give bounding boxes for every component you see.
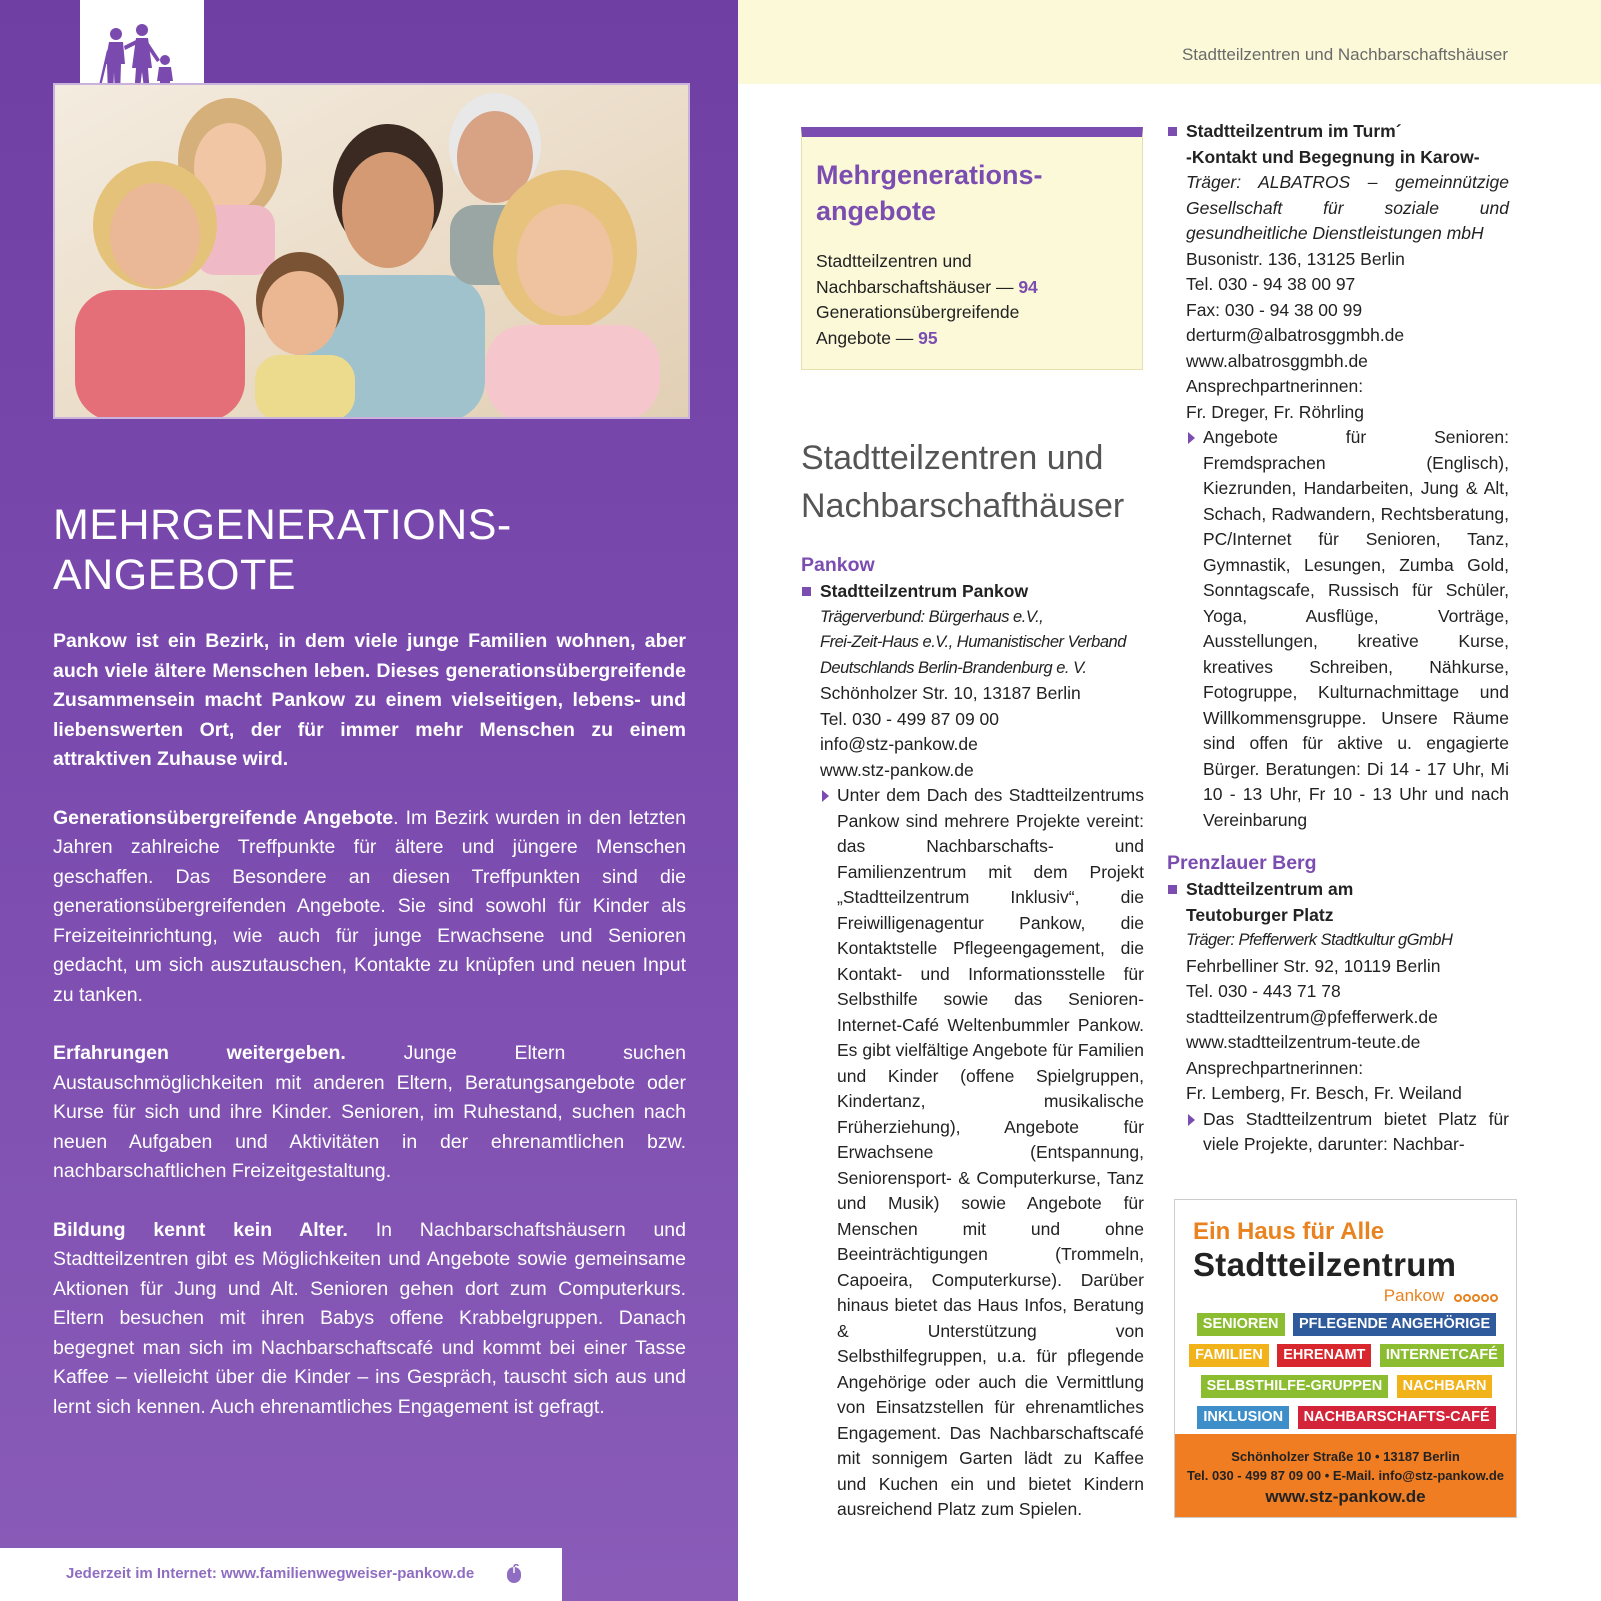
entry-description-text: Unter dem Dach des Stadtteilzentrums Pankow sind mehrere Projekte vereint: das Nachbarschafts- und Familienzentrum mit dem Projekt „Stadtteilzentrum Inklusiv“, die Freiwilligenagentur Pankow, die Kontaktstelle Pflegeengagement, die Kontakt- und Informationsstelle für Selbsthilfe sowie das Senioren-Internet-Café Weltenbummler Pankow. Es gibt vielfältige Angebote für Familien und Kinder (offene Spielgruppen, Kindertanz, musikalische Früherziehung), Angebote für Erwachsene (Entspannung, Seniorensport- & Computerkurse, Tanz und Musik) sowie Angebote für Menschen mit und ohne Beeinträchtigungen (Trommeln, Capoeira, Computerkurse). Darüber hinaus bietet das Haus Infos, Beratung & Unterstützung von Selbsthilfegruppen, u.a. für pflegende Angehörige oder auch die Vermittlung von Einsatzstellen für ehrenamtliches Engagement. Das Nachbarschaftscafé mit sonnigem Garten lädt zu Kaffee und Kuchen ein und bietet Kindern ausreichend Platz zum Spielen. <box>837 785 1144 1519</box>
page-title <box>53 500 693 600</box>
ad-tag: INTERNETCAFÉ <box>1380 1344 1504 1367</box>
paragraph-experience <box>53 1039 686 1187</box>
toc-item-1-line-1: Stadtteilzentren und <box>816 251 972 271</box>
arrow-bullet-icon <box>822 790 829 802</box>
left-page <box>0 0 738 1601</box>
entry-traeger: Träger: ALBATROS – gemeinnützige Gesellschaft für soziale und gesundheitliche Dienstleistungen mbH <box>1186 172 1509 243</box>
ad-footer <box>1175 1434 1516 1517</box>
entry-name-line-1: Stadtteilzentrum am <box>1186 879 1354 899</box>
paragraph-generations <box>53 804 686 1011</box>
footer-website-link[interactable]: Jederzeit im Internet: www.familienwegweiser-pankow.de <box>66 1565 475 1582</box>
ad-tag: NACHBARN <box>1397 1375 1493 1398</box>
arrow-bullet-icon <box>1188 432 1195 444</box>
entry-website[interactable]: www.albatrosggmbh.de <box>1186 350 1368 371</box>
ad-tag: SENIOREN <box>1197 1313 1285 1336</box>
paragraph-body: In Nachbarschaftshäusern und Stadtteilzentren gibt es Möglichkeiten und Angebote sowie gemeinsame Aktionen für Jung und Alt. Senioren gehen dort zum Computerkurs. Eltern besuchen mit ihren Babys offene Krabbelgruppen. Danach begegnet man sich im Nachbarschaftscafé und kommt bei einer Tasse Kaffee – vielleicht über die Kinder – ins Gespräch, tauscht sich aus und lernt sich kennen. Auch ehrenamtliches Engagement ist gefragt. <box>53 1218 686 1418</box>
entry-address: Schönholzer Str. 10, 13187 Berlin <box>820 683 1081 703</box>
ad-tag: FAMILIEN <box>1189 1344 1269 1367</box>
title-line-2: ANGEBOTE <box>53 551 296 599</box>
tag-row <box>1175 1313 1518 1340</box>
region-heading-prenzlauer-berg: Prenzlauer Berg <box>1167 852 1317 874</box>
family-photo-illustration <box>55 85 690 419</box>
footer-strip <box>0 1548 562 1601</box>
entry-email[interactable]: stadtteilzentrum@pfefferwerk.de <box>1186 1006 1438 1027</box>
entry-contact: Fr. Lemberg, Fr. Besch, Fr. Weiland <box>1186 1083 1462 1103</box>
entry-stadtteilzentrum-im-turm <box>1167 119 1509 833</box>
toc-box <box>801 127 1143 370</box>
toc-page-number: 94 <box>1018 276 1038 297</box>
ad-tag: EHRENAMT <box>1277 1344 1371 1367</box>
entry-phone: Tel. 030 - 443 71 78 <box>1186 981 1341 1001</box>
ad-website[interactable]: www.stz-pankow.de <box>1265 1487 1426 1506</box>
section-title <box>801 434 1161 530</box>
entry-address: Busonistr. 136, 13125 Berlin <box>1186 248 1405 269</box>
entry-address: Fehrbelliner Str. 92, 10119 Berlin <box>1186 955 1441 976</box>
toc-page-number: 95 <box>918 327 938 348</box>
toc-item-1-line-2[interactable] <box>816 275 1128 301</box>
stadtteilzentrum-ad <box>1174 1199 1517 1518</box>
title-line-1: MEHRGENERATIONS- <box>53 501 512 549</box>
ad-tag: SELBSTHILFE-GRUPPEN <box>1201 1375 1389 1398</box>
ad-brand-name: Stadtteilzentrum <box>1193 1246 1457 1283</box>
toc-item-2-line-2[interactable] <box>816 326 1128 352</box>
entry-phone: Tel. 030 - 499 87 09 00 <box>820 708 1000 729</box>
mouse-icon <box>506 1564 522 1584</box>
entry-contact: Fr. Dreger, Fr. Röhrling <box>1186 401 1364 422</box>
dots-icon <box>1453 1287 1498 1307</box>
region-heading-pankow: Pankow <box>801 554 875 576</box>
tag-row <box>1175 1344 1518 1371</box>
ad-tag: INKLUSION <box>1197 1406 1289 1429</box>
toc-title <box>816 157 1128 229</box>
entry-email[interactable]: info@stz-pankow.de <box>820 734 978 754</box>
intro-text-block <box>53 627 686 1451</box>
paragraph-education <box>53 1216 686 1423</box>
intro-paragraph: Pankow ist ein Bezirk, in dem viele junge Familien wohnen, aber auch viele ältere Menschen leben. Dieses generationsübergreifende Zusammensein macht Pankow zu einem vielseitigen, lebens- und liebenswerten Ort, der für immer mehr Menschen zu einem attraktiven Zuhause wird. <box>53 630 686 770</box>
entry-phone: Tel. 030 - 94 38 00 97 <box>1186 274 1356 294</box>
ad-brand-location <box>1384 1286 1498 1307</box>
square-bullet-icon <box>1168 127 1177 136</box>
entry-stadtteilzentrum-pankow <box>801 579 1144 1523</box>
entry-website[interactable]: www.stadtteilzentrum-teute.de <box>1186 1032 1421 1052</box>
paragraph-lead: Bildung kennt kein Alter. <box>53 1218 348 1241</box>
column-pankow <box>801 551 1144 1523</box>
ad-tag-cloud <box>1175 1313 1518 1437</box>
entry-name-line-2: Teutoburger Platz <box>1186 904 1334 925</box>
column-karow-prenzlauer <box>1167 119 1509 1158</box>
family-photo <box>53 83 690 419</box>
paragraph-body: . Im Bezirk wurden in den letzten Jahren zahlreiche Treffpunkte für ältere und jüngere Menschen geschaffen. Das Besondere an diesen Treffpunkten sind die generationsübergreifenden Angebote. Sie sind sowohl für Kinder als Freizeiteinrichtung, wie auch für junge Erwachsene und Senioren gedacht, um sich auszutauschen, Kontakte zu knüpfen und neuen Input zu tanken. <box>53 806 686 1006</box>
toc-title-line-1: Mehrgenerations- <box>816 160 1043 190</box>
entry-description <box>820 783 1144 1523</box>
toc-item-label: Angebote — <box>816 327 919 348</box>
entry-description <box>1186 1107 1509 1158</box>
paragraph-lead: Generationsübergreifende Angebote <box>53 806 394 829</box>
entry-traeger-line-1: Trägerverbund: Bürgerhaus e.V., <box>820 607 1044 626</box>
header-section-label: Stadtteilzentren und Nachbarschaftshäuser <box>1181 45 1508 64</box>
toc-item-2-line-1: Generationsübergreifende <box>816 302 1020 322</box>
ad-tag: NACHBARSCHAFTS-CAFÉ <box>1298 1406 1496 1429</box>
entry-email[interactable]: derturm@albatrosggmbh.de <box>1186 325 1405 345</box>
paragraph-body: Junge Eltern suchen Austauschmöglichkeiten mit anderen Eltern, Beratungsangebote oder Kurse für sich und ihre Kinder. Senioren, im Ruhestand, suchen nach neuen Aufgaben und Aktivitäten in der ehrenamtlichen bzw. nachbarschaftlichen Freizeitgestaltung. <box>53 1042 686 1182</box>
section-title-line-1: Stadtteilzentren und <box>801 439 1104 477</box>
entry-contact-label: Ansprechpartnerinnen: <box>1186 376 1364 396</box>
entry-contact-label: Ansprechpartnerinnen: <box>1186 1057 1364 1078</box>
ad-address: Schönholzer Straße 10 • 13187 Berlin <box>1231 1449 1460 1464</box>
square-bullet-icon <box>1168 885 1177 894</box>
entry-name-line-2: -Kontakt und Begegnung in Karow- <box>1186 146 1480 167</box>
ad-tag: PFLEGENDE ANGEHÖRIGE <box>1293 1313 1496 1336</box>
tag-row <box>1175 1406 1518 1433</box>
entry-traeger: Träger: Pfefferwerk Stadtkultur gGmbH <box>1186 931 1453 949</box>
entry-name-line-1: Stadtteilzentrum im Turm´ <box>1186 121 1402 141</box>
square-bullet-icon <box>802 587 811 596</box>
ad-contact: Tel. 030 - 499 87 09 00 • E-Mail. info@stz-pankow.de <box>1186 1468 1505 1483</box>
right-page-header <box>738 0 1601 84</box>
entry-description-text: Das Stadtteilzentrum bietet Platz für viele Projekte, darunter: Nachbar- <box>1203 1108 1509 1154</box>
entry-description <box>1186 425 1509 833</box>
section-title-line-2: Nachbarschafthäuser <box>801 487 1125 525</box>
entry-stadtteilzentrum-teutoburger-platz <box>1167 877 1509 1158</box>
ad-location-text: Pankow <box>1383 1286 1445 1305</box>
tag-row <box>1175 1375 1518 1402</box>
entry-fax: Fax: 030 - 94 38 00 99 <box>1186 299 1363 320</box>
toc-title-line-2: angebote <box>816 196 937 226</box>
entry-traeger-line-2: Frei-Zeit-Haus e.V., Humanistischer Verband <box>820 633 1126 651</box>
entry-website[interactable]: www.stz-pankow.de <box>820 759 974 780</box>
entry-name: Stadtteilzentrum Pankow <box>820 581 1029 601</box>
entry-traeger-line-3: Deutschlands Berlin-Brandenburg e. V. <box>820 658 1087 677</box>
entry-description-text: Angebote für Senioren: Fremdsprachen (Englisch), Kiezrunden, Handarbeiten, Jung & Alt, Schach, Radwandern, Rechtsberatung, PC/Internet für Senioren, Tanz, Gymnastik, Lesungen, Zumba Gold, Sonntagscafe, Russisch für Schüler, Yoga, Ausflüge, Vorträge, Ausstellungen, kreative Kurse, kreatives Schreiben, Nähkurse, Fotogruppe, Kulturnachmittage und Willkommensgruppe. Unsere Räume sind offen für aktive u. engagierte Bürger. Beratungen: Di 14 - 17 Uhr, Mi 10 - 13 Uhr, Fr 10 - 13 Uhr und nach Vereinbarung <box>1203 427 1509 830</box>
toc-item-label: Nachbarschaftshäuser — <box>816 276 1019 297</box>
ad-slogan: Ein Haus für Alle <box>1193 1218 1385 1245</box>
paragraph-lead: Erfahrungen weitergeben. <box>53 1042 346 1064</box>
arrow-bullet-icon <box>1188 1114 1195 1126</box>
